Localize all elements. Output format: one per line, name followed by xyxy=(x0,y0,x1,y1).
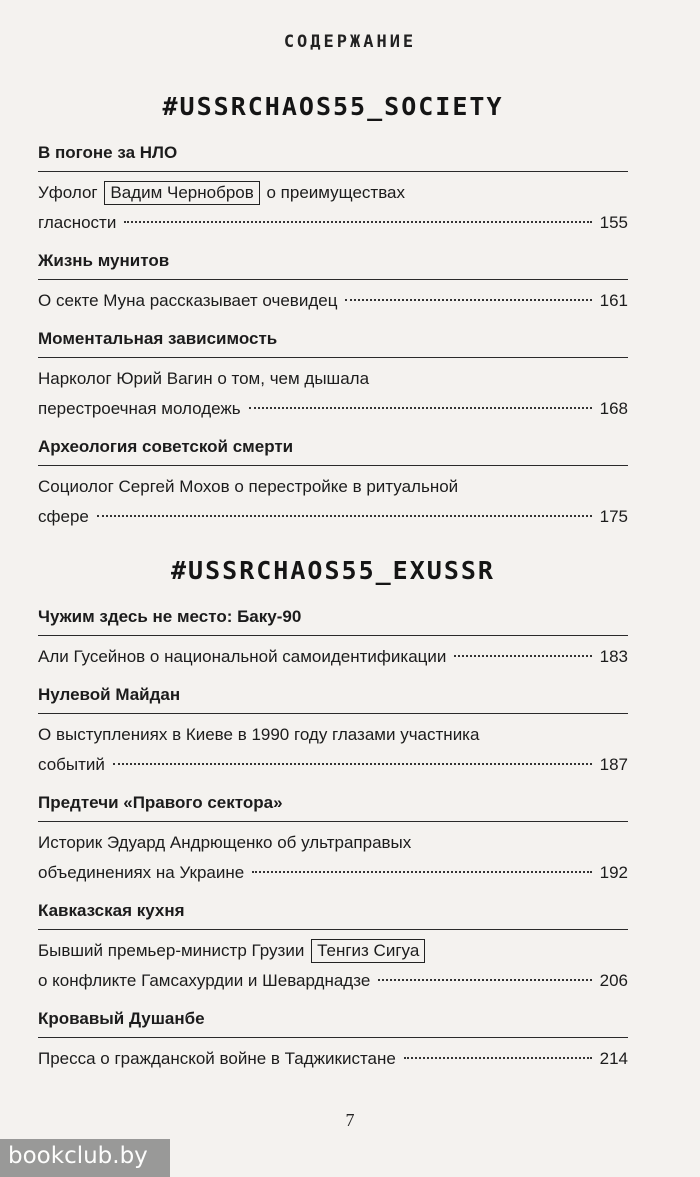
desc-last-line xyxy=(38,750,628,780)
table-of-contents xyxy=(38,92,628,1085)
desc-last-line xyxy=(38,966,628,996)
page-ref[interactable]: 155 xyxy=(599,213,628,232)
dot-leader xyxy=(454,655,591,657)
entry-title: Предтечи «Правого сектора» xyxy=(38,791,628,822)
toc-entry xyxy=(38,605,628,672)
desc-text: Пресса о гражданской войне в Таджикистане xyxy=(38,1049,396,1068)
toc-entry xyxy=(38,435,628,532)
boxed-name: Вадим Чернобров xyxy=(104,181,259,205)
desc-text: о конфликте Гамсахурдии и Шеварднадзе xyxy=(38,971,371,990)
entry-title: Археология советской смерти xyxy=(38,435,628,466)
page-ref[interactable]: 183 xyxy=(599,647,628,666)
watermark-text: bookclub.by xyxy=(8,1143,148,1169)
entry-title: Нулевой Майдан xyxy=(38,683,628,714)
page-ref[interactable]: 161 xyxy=(599,291,628,310)
dot-leader xyxy=(113,763,592,765)
toc-entry xyxy=(38,683,628,780)
toc-entry xyxy=(38,141,628,238)
entry-description xyxy=(38,642,628,672)
desc-last-line xyxy=(38,394,628,424)
desc-text: Бывший премьер-министр Грузии xyxy=(38,941,305,960)
desc-line: Нарколог Юрий Вагин о том, чем дышала xyxy=(38,369,370,388)
entry-title: Моментальная зависимость xyxy=(38,327,628,358)
dot-leader xyxy=(97,515,592,517)
entry-title: Кровавый Душанбе xyxy=(38,1007,628,1038)
entry-description xyxy=(38,1044,628,1074)
desc-last-line xyxy=(38,1044,628,1074)
entry-title: Чужим здесь не место: Баку-90 xyxy=(38,605,628,636)
dot-leader xyxy=(378,979,591,981)
desc-text: о преимуществах xyxy=(266,183,405,202)
entry-description xyxy=(38,472,628,532)
dot-leader xyxy=(124,221,591,223)
desc-line xyxy=(38,178,628,208)
toc-entry xyxy=(38,327,628,424)
section-title-exussr: #USSRCHAOS55_EXUSSR xyxy=(171,556,495,585)
toc-entry xyxy=(38,791,628,888)
entry-description xyxy=(38,178,628,238)
page-ref[interactable]: 175 xyxy=(599,507,628,526)
dot-leader xyxy=(345,299,591,301)
running-head: СОДЕРЖАНИЕ xyxy=(283,32,417,52)
desc-text: О секте Муна рассказывает очевидец xyxy=(38,291,338,310)
watermark-badge xyxy=(0,1139,170,1177)
entry-description xyxy=(38,828,628,888)
desc-last-line xyxy=(38,642,628,672)
desc-line: Историк Эдуард Андрющенко об ультраправых xyxy=(38,833,412,852)
desc-last-line xyxy=(38,858,628,888)
entry-title: В погоне за НЛО xyxy=(38,141,628,172)
dot-leader xyxy=(404,1057,592,1059)
entry-description xyxy=(38,936,628,996)
dot-leader xyxy=(252,871,591,873)
page-ref[interactable]: 168 xyxy=(599,399,628,418)
desc-text: перестроечная молодежь xyxy=(38,399,241,418)
desc-line: Социолог Сергей Мохов о перестройке в ритуальной xyxy=(38,477,459,496)
page-number: 7 xyxy=(345,1110,355,1130)
entry-title: Жизнь мунитов xyxy=(38,249,628,280)
desc-line: О выступлениях в Киеве в 1990 году глазами участника xyxy=(38,725,480,744)
dot-leader xyxy=(249,407,592,409)
desc-text: событий xyxy=(38,755,105,774)
desc-last-line xyxy=(38,208,628,238)
page-ref[interactable]: 206 xyxy=(599,971,628,990)
desc-text: объединениях на Украине xyxy=(38,863,245,882)
entry-description xyxy=(38,364,628,424)
page-ref[interactable]: 187 xyxy=(599,755,628,774)
page-ref[interactable]: 214 xyxy=(599,1049,628,1068)
boxed-name: Тенгиз Сигуа xyxy=(311,939,425,963)
desc-text: сфере xyxy=(38,507,89,526)
desc-text: гласности xyxy=(38,213,117,232)
desc-text: Уфолог xyxy=(38,183,98,202)
toc-entry xyxy=(38,249,628,316)
desc-last-line xyxy=(38,502,628,532)
entry-description xyxy=(38,720,628,780)
page-ref[interactable]: 192 xyxy=(599,863,628,882)
section-title-society: #USSRCHAOS55_SOCIETY xyxy=(162,92,504,121)
entry-title: Кавказская кухня xyxy=(38,899,628,930)
toc-entry xyxy=(38,899,628,996)
desc-line xyxy=(38,936,628,966)
entry-description xyxy=(38,286,628,316)
desc-last-line xyxy=(38,286,628,316)
desc-text: Али Гусейнов о национальной самоидентификации xyxy=(38,647,447,666)
toc-entry xyxy=(38,1007,628,1074)
